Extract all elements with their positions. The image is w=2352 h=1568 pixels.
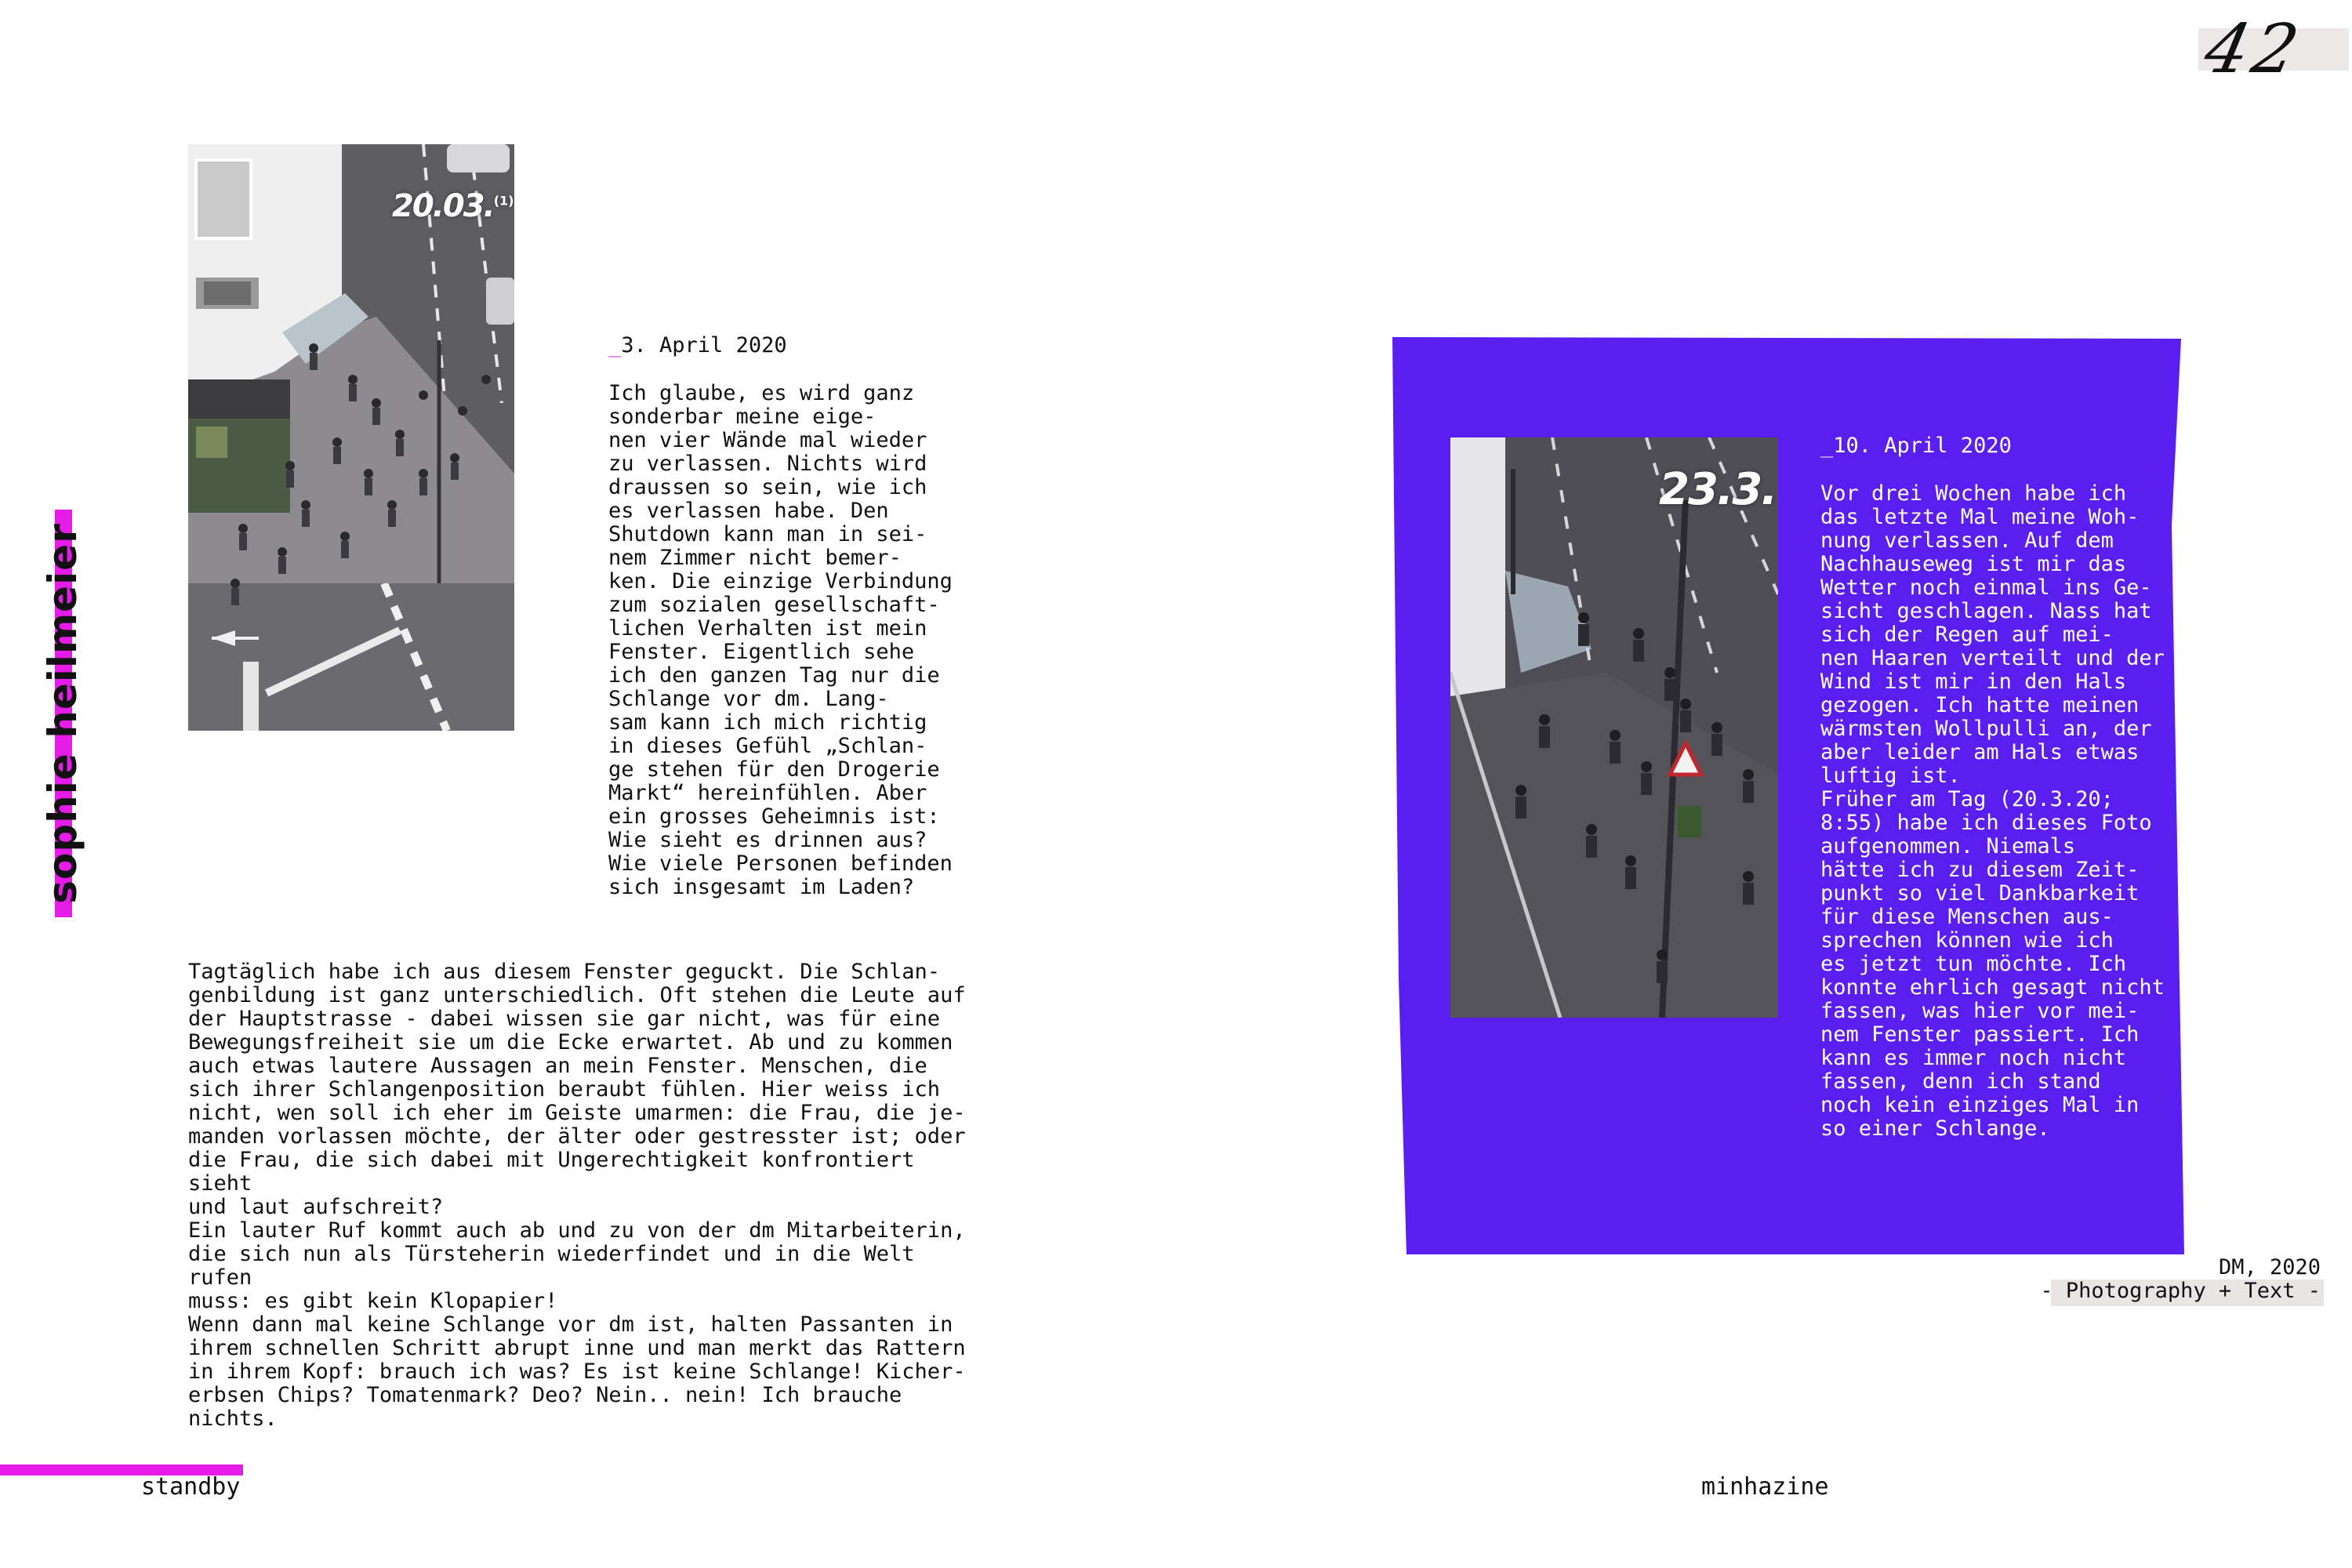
entry-left-body: Ich glaube, es wird ganz sonderbar meine eige- nen vier Wände mal wieder zu verlassen. Nichts wird draussen so sein, wie ich es verlassen habe. Den Shutdown kann man in sei- nem Zimmer nicht bemer- ken. Die einzige Verbindung zum sozialen gesellschaft- lichen Verhalten ist mein Fenster. Eigentlich sehe ich den ganzen Tag nur die Schlange vor dm. Lang- sam kann ich mich richtig in dieses Gefühl „Schlan- ge stehen für den Drogerie Markt“ hereinfühlen. Aber ein grosses Geheimnis ist: Wie sieht es drinnen aus? Wie viele Personen befinden sich insgesamt im Laden? bbox=[608, 381, 953, 899]
page-number: 42 bbox=[2198, 10, 2310, 89]
entry-left-date bbox=[608, 334, 787, 358]
entry-right-body: Vor drei Wochen habe ich das letzte Mal meine Woh- nung verlassen. Auf dem Nachhauseweg ist mir das Wetter noch einmal ins Ge- sicht geschlagen. Nass hat sich der Regen auf mei- nen Haaren verteilt und der Wind ist mir in den Hals gezogen. Ich hatte meinen wärmsten Wollpulli an, der aber leider am Hals etwas luftig ist. Früher am Tag (20.3.20; 8:55) habe ich dieses Foto aufgenommen. Niemals hätte ich zu diesem Zeit- punkt so viel Dankbarkeit für diese Menschen aus- sprechen können wie ich es jetzt tun möchte. Ich konnte ehrlich gesagt nicht fassen, was hier vor mei- nem Fenster passiert. Ich kann es immer noch nicht fassen, denn ich stand noch kein einziges Mal in so einer Schlange. bbox=[1820, 481, 2165, 1141]
main-text-body: Tagtäglich habe ich aus diesem Fenster geguckt. Die Schlan- genbildung ist ganz unterschiedlich. Oft stehen die Leute auf der Hauptstrasse - dabei wissen sie gar nicht, was für eine Bewegungsfreiheit sie um die Ecke erwartet. Ab und zu kommen auch etwas lautere Aussagen an mein Fenster. Menschen, die sich ihrer Schlangenposition beraubt fühlen. Hier weiss ich nicht, wen soll ich eher im Geiste umarmen: die Frau, die je- manden vorlassen möchte, der älter oder gestresster ist; oder die Frau, die sich dabei mit Ungerechtigkeit konfrontiert sieht und laut aufschreit? Ein lauter Ruf kommt auch ab und zu von der dm Mitarbeiterin, die sich nun als Türsteherin wiederfindet und in die Welt rufen muss: es gibt kein Klopapier! Wenn dann mal keine Schlange vor dm ist, halten Passanten in ihrem schnellen Schritt abrupt inne und man merkt das Rattern in ihrem Kopf: brauch ich was? Es ist keine Schlange! Kicher- erbsen Chips? Tomatenmark? Deo? Nein.. nein! Ich brauche nichts. bbox=[188, 960, 966, 1431]
entry-left-marker: _ bbox=[608, 333, 622, 358]
footer-right-label: minhazine bbox=[1701, 1473, 1829, 1501]
footer-left-label: standby bbox=[141, 1473, 241, 1501]
photo-date-label-left: 20.03. bbox=[392, 188, 494, 224]
caption-title: DM, 2020 bbox=[2218, 1255, 2321, 1279]
entry-left-date-text: 3. April 2020 bbox=[621, 333, 787, 358]
photo-street-queue-left bbox=[188, 144, 514, 731]
photo-street-queue-right bbox=[1450, 437, 1778, 1018]
author-name: sophie heilmeier bbox=[40, 523, 85, 904]
entry-right-date: _10. April 2020 bbox=[1820, 434, 2012, 458]
caption-subtitle: - Photography + Text - bbox=[2040, 1279, 2321, 1303]
photo-footnote-marker: (1) bbox=[493, 193, 514, 209]
photo-date-label-right: 23.3. bbox=[1659, 464, 1777, 515]
